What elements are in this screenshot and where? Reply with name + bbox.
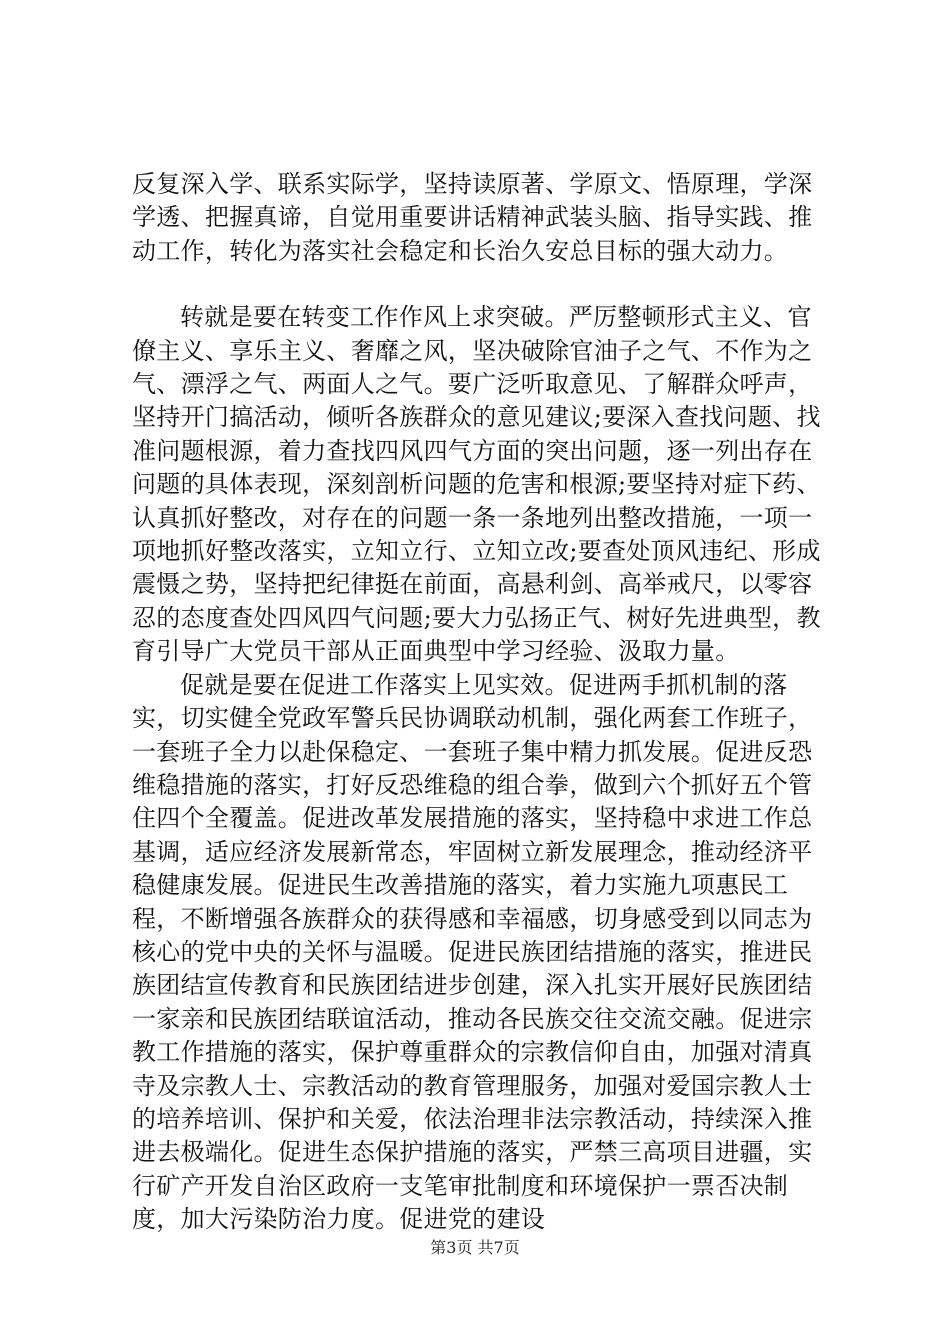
document-body bbox=[132, 168, 822, 1237]
paragraph-continuation: 反复深入学、联系实际学，坚持读原著、学原文、悟原理，学深学透、把握真谛，自觉用重要讲话精神武装头脑、指导实践、推动工作，转化为落实社会稳定和长治久安总目标的强大动力。 bbox=[132, 170, 813, 265]
paragraph-cu: 促就是要在促进工作落实上见实效。促进两手抓机制的落实，切实健全党政军警兵民协调联动机制，强化两套工作班子，一套班子全力以赴保稳定、一套班子集中精力抓发展。促进反恐维稳措施的落实，打好反恐维稳的组合拳，做到六个抓好五个管住四个全覆盖。促进改革发展措施的落实，坚持稳中求进工作总基调，适应经济发展新常态，牢固树立新发展理念，推动经济平稳健康发展。促进民生改善措施的落实，着力实施九项惠民工程，不断增强各族群众的获得感和幸福感，切身感受到以同志为核心的党中央的关怀与温暖。促进民族团结措施的落实，推进民族团结宣传教育和民族团结进步创建，深入扎实开展好民族团结一家亲和民族团结联谊活动，推动各民族交往交流交融。促进宗教工作措施的落实，保护尊重群众的宗教信仰自由，加强对清真寺及宗教人士、宗教活动的教育管理服务，加强对爱国宗教人士的培养培训、保护和关爱，依法治理非法宗教活动，持续深入推进去极端化。促进生态保护措施的落实，严禁三高项目进疆，实行矿产开发自治区政府一支笔审批制度和环境保护一票否决制度，加大污染防治力度。促进党的建设 bbox=[132, 670, 813, 1234]
page-footer bbox=[0, 1238, 950, 1258]
paragraph-zhuan: 转就是要在转变工作作风上求突破。严厉整顿形式主义、官僚主义、享乐主义、奢靡之风，坚决破除官油子之气、不作为之气、漂浮之气、两面人之气。要广泛听取意见、了解群众呼声，坚持开门搞活动，倾听各族群众的意见建议;要深入查找问题、找准问题根源，着力查找四风四气方面的突出问题，逐一列出存在问题的具体表现，深刻剖析问题的危害和根源;要坚持对症下药、认真抓好整改，对存在的问题一条一条地列出整改措施，一项一项地抓好整改落实，立知立行、立知立改;要查处顶风违纪、形成震慑之势，坚持把纪律挺在前面，高悬利剑、高举戒尺，以零容忍的态度查处四风四气问题;要大力弘扬正气、树好先进典型，教育引导广大党员干部从正面典型中学习经验、汲取力量。 bbox=[132, 303, 821, 666]
page-number-label: 第3页 共7页 bbox=[430, 1238, 520, 1257]
